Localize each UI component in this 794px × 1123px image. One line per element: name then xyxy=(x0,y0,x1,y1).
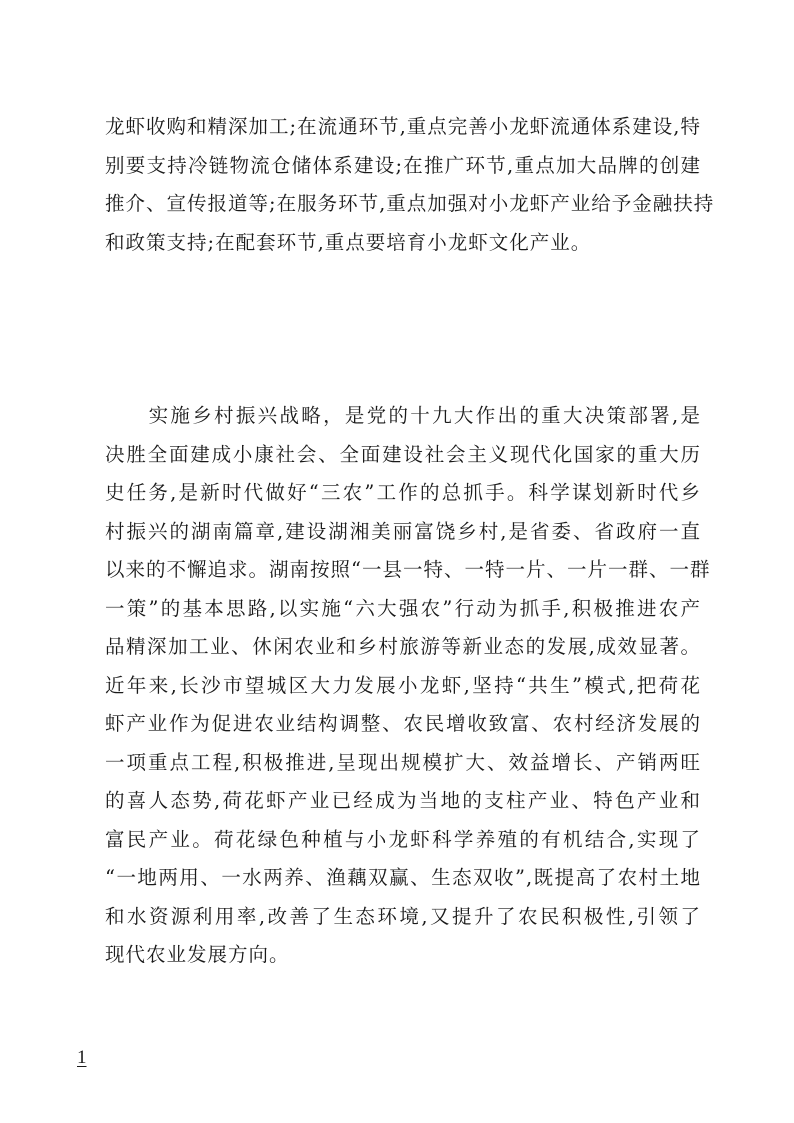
text-line: 一策”的基本思路,以实施“六大强农”行动为抓手,积极推进农产 xyxy=(105,596,701,620)
text-line: 和水资源利用率,改善了生态环境,又提升了农民积极性,引领了 xyxy=(105,904,701,928)
text-line: 推介、宣传报道等;在服务环节,重点加强对小龙虾产业给予金融扶持 xyxy=(105,192,715,215)
text-line: 龙虾收购和精深加工;在流通环节,重点完善小龙虾流通体系建设,特 xyxy=(105,115,701,138)
paragraph-rural-revitalization xyxy=(105,397,711,975)
text-line: 一项重点工程,积极推进,呈现出规模扩大、效益增长、产销两旺 xyxy=(105,750,701,774)
text-line: 品精深加工业、休闲农业和乡村旅游等新业态的发展,成效显著。 xyxy=(105,635,701,658)
paragraph-continued xyxy=(105,108,715,262)
text-line: 虾产业作为促进农业结构调整、农民增收致富、农村经济发展的 xyxy=(105,712,701,735)
text-line: 实施乡村振兴战略，是党的十九大作出的重大决策部署,是 xyxy=(105,404,701,427)
text-line: 村振兴的湖南篇章,建设湖湘美丽富饶乡村,是省委、省政府一直 xyxy=(105,519,701,543)
text-line: 现代农业发展方向。 xyxy=(105,943,290,966)
text-line: 富民产业。荷花绿色种植与小龙虾科学养殖的有机结合,实现了 xyxy=(105,827,701,851)
text-line: 以来的不懈追求。湖南按照“一县一特、一特一片、一片一群、一群 xyxy=(105,558,711,581)
text-line: “一地两用、一水两养、渔藕双赢、生态双收”,既提高了农村土地 xyxy=(105,866,701,889)
text-line: 近年来,长沙市望城区大力发展小龙虾,坚持“共生”模式,把荷花 xyxy=(105,673,701,697)
text-line: 决胜全面建成小康社会、全面建设社会主义现代化国家的重大历 xyxy=(105,442,701,466)
text-line: 史任务,是新时代做好“三农”工作的总抓手。科学谋划新时代乡 xyxy=(105,481,701,504)
text-line: 和政策支持;在配套环节,重点要培育小龙虾文化产业。 xyxy=(105,230,592,254)
page-number: 1 xyxy=(77,1047,87,1068)
text-line: 别要支持冷链物流仓储体系建设;在推广环节,重点加大品牌的创建 xyxy=(105,153,701,177)
text-line: 的喜人态势,荷花虾产业已经成为当地的支柱产业、特色产业和 xyxy=(105,789,701,812)
